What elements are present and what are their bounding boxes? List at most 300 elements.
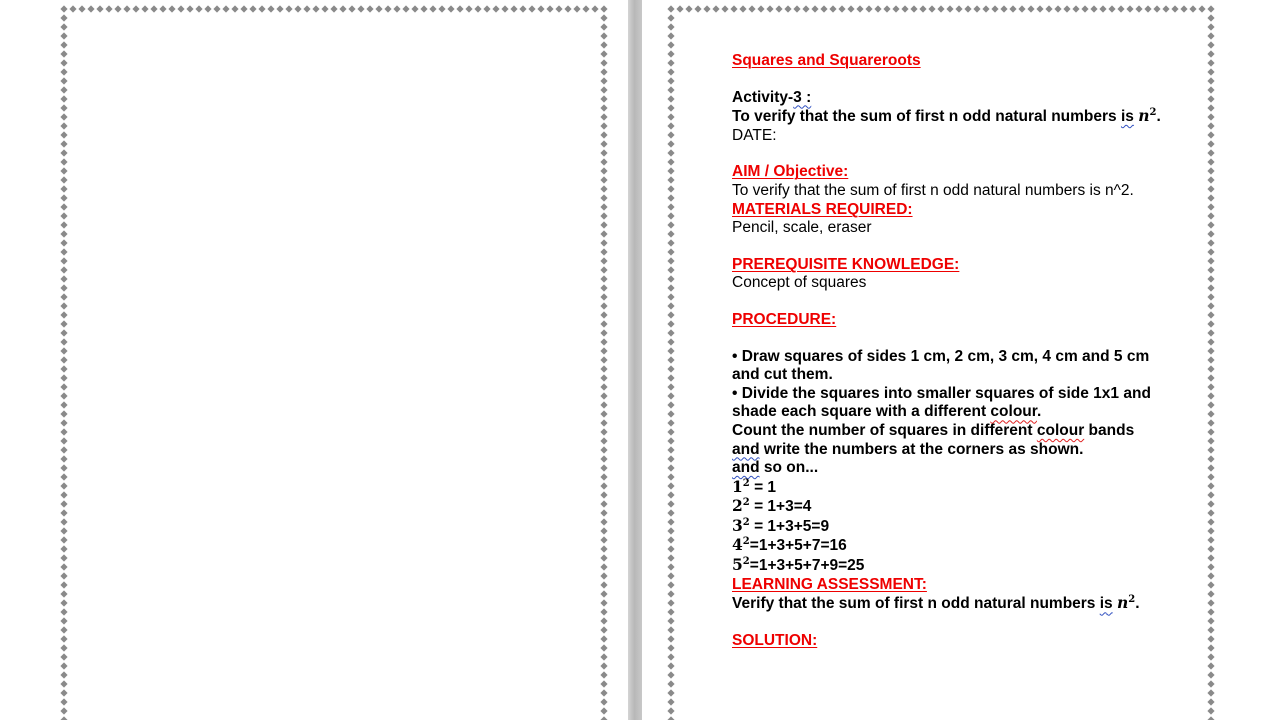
border-diamond bbox=[1063, 5, 1070, 12]
border-diamond bbox=[1207, 122, 1214, 129]
border-diamond bbox=[667, 482, 674, 489]
border-diamond bbox=[348, 5, 355, 12]
border-diamond bbox=[1144, 5, 1151, 12]
border-diamond bbox=[874, 5, 881, 12]
border-diamond bbox=[60, 149, 67, 156]
border-diamond bbox=[600, 266, 607, 273]
border-diamond bbox=[667, 500, 674, 507]
border-diamond bbox=[1207, 320, 1214, 327]
border-diamond bbox=[60, 302, 67, 309]
border-diamond bbox=[919, 5, 926, 12]
border-diamond bbox=[321, 5, 328, 12]
border-diamond bbox=[712, 5, 719, 12]
border-diamond bbox=[60, 653, 67, 660]
border-diamond bbox=[1207, 185, 1214, 192]
border-diamond bbox=[928, 5, 935, 12]
border-diamond bbox=[1207, 419, 1214, 426]
border-diamond bbox=[667, 419, 674, 426]
border-diamond bbox=[339, 5, 346, 12]
border-diamond bbox=[1207, 230, 1214, 237]
border-diamond bbox=[600, 545, 607, 552]
border-diamond bbox=[667, 518, 674, 525]
border-diamond bbox=[60, 140, 67, 147]
border-diamond bbox=[1207, 437, 1214, 444]
border-diamond bbox=[991, 5, 998, 12]
border-diamond bbox=[60, 671, 67, 678]
border-diamond bbox=[60, 455, 67, 462]
border-diamond bbox=[667, 563, 674, 570]
border-diamond bbox=[600, 194, 607, 201]
border-diamond bbox=[1207, 653, 1214, 660]
border-diamond bbox=[60, 266, 67, 273]
border-diamond bbox=[667, 527, 674, 534]
border-diamond bbox=[829, 5, 836, 12]
border-diamond bbox=[600, 401, 607, 408]
border-diamond bbox=[60, 68, 67, 75]
border-diamond bbox=[492, 5, 499, 12]
border-diamond bbox=[60, 329, 67, 336]
border-diamond bbox=[249, 5, 256, 12]
border-diamond bbox=[60, 167, 67, 174]
border-diamond bbox=[667, 617, 674, 624]
border-diamond bbox=[667, 68, 674, 75]
border-diamond bbox=[60, 104, 67, 111]
border-diamond bbox=[600, 149, 607, 156]
border-diamond bbox=[60, 392, 67, 399]
border-diamond bbox=[60, 680, 67, 687]
border-diamond bbox=[60, 284, 67, 291]
border-diamond bbox=[60, 374, 67, 381]
border-diamond bbox=[1207, 662, 1214, 669]
border-diamond bbox=[600, 518, 607, 525]
border-diamond bbox=[312, 5, 319, 12]
border-diamond bbox=[483, 5, 490, 12]
border-diamond bbox=[757, 5, 764, 12]
border-diamond bbox=[1207, 527, 1214, 534]
border-diamond bbox=[1207, 194, 1214, 201]
border-diamond bbox=[60, 698, 67, 705]
border-diamond bbox=[1198, 5, 1205, 12]
border-diamond bbox=[1054, 5, 1061, 12]
border-diamond bbox=[1207, 77, 1214, 84]
border-diamond bbox=[600, 455, 607, 462]
border-diamond bbox=[667, 41, 674, 48]
border-diamond bbox=[600, 464, 607, 471]
border-diamond bbox=[1207, 41, 1214, 48]
border-diamond bbox=[883, 5, 890, 12]
border-diamond bbox=[667, 221, 674, 228]
border-diamond bbox=[667, 176, 674, 183]
border-diamond bbox=[60, 554, 67, 561]
border-diamond bbox=[600, 104, 607, 111]
border-diamond bbox=[258, 5, 265, 12]
border-diamond bbox=[1207, 149, 1214, 156]
border-diamond bbox=[204, 5, 211, 12]
border-diamond bbox=[1207, 275, 1214, 282]
border-diamond bbox=[231, 5, 238, 12]
procedure-so-on: and so on... bbox=[732, 459, 819, 477]
border-diamond bbox=[600, 275, 607, 282]
border-diamond bbox=[195, 5, 202, 12]
border-diamond bbox=[600, 257, 607, 264]
border-diamond bbox=[667, 365, 674, 372]
border-diamond bbox=[1189, 5, 1196, 12]
border-diamond bbox=[600, 590, 607, 597]
border-diamond bbox=[600, 662, 607, 669]
border-diamond bbox=[600, 626, 607, 633]
border-diamond bbox=[573, 5, 580, 12]
border-diamond bbox=[1207, 347, 1214, 354]
border-diamond bbox=[1090, 5, 1097, 12]
border-diamond bbox=[213, 5, 220, 12]
border-diamond bbox=[667, 401, 674, 408]
border-diamond bbox=[60, 617, 67, 624]
border-diamond bbox=[694, 5, 701, 12]
border-diamond bbox=[667, 95, 674, 102]
border-diamond bbox=[1207, 608, 1214, 615]
border-diamond bbox=[60, 221, 67, 228]
border-diamond bbox=[600, 365, 607, 372]
aim-heading: AIM / Objective: bbox=[732, 163, 849, 181]
border-diamond bbox=[667, 131, 674, 138]
border-diamond bbox=[667, 581, 674, 588]
border-diamond bbox=[591, 5, 598, 12]
border-diamond bbox=[60, 239, 67, 246]
border-diamond bbox=[600, 284, 607, 291]
border-diamond bbox=[447, 5, 454, 12]
border-diamond bbox=[667, 302, 674, 309]
border-diamond bbox=[1207, 131, 1214, 138]
border-diamond bbox=[60, 95, 67, 102]
border-diamond bbox=[667, 707, 674, 714]
border-diamond bbox=[1207, 491, 1214, 498]
border-diamond bbox=[820, 5, 827, 12]
border-diamond bbox=[600, 509, 607, 516]
border-diamond bbox=[1207, 338, 1214, 345]
border-diamond bbox=[87, 5, 94, 12]
border-diamond bbox=[1207, 59, 1214, 66]
border-diamond bbox=[1207, 626, 1214, 633]
border-diamond bbox=[60, 383, 67, 390]
border-diamond bbox=[1207, 590, 1214, 597]
border-diamond bbox=[667, 680, 674, 687]
aim-text: To verify that the sum of first n odd natural numbers is n^2. bbox=[732, 181, 1134, 199]
border-diamond bbox=[667, 122, 674, 129]
border-diamond bbox=[600, 635, 607, 642]
border-diamond bbox=[1207, 671, 1214, 678]
border-diamond bbox=[667, 320, 674, 327]
border-diamond bbox=[60, 599, 67, 606]
procedure-heading: PROCEDURE: bbox=[732, 310, 837, 328]
border-diamond bbox=[676, 5, 683, 12]
procedure-count-line-2: and write the numbers at the corners as shown. bbox=[732, 440, 1084, 458]
border-diamond bbox=[600, 374, 607, 381]
border-diamond bbox=[600, 653, 607, 660]
border-diamond bbox=[667, 5, 674, 12]
border-diamond bbox=[1180, 5, 1187, 12]
border-diamond bbox=[600, 230, 607, 237]
border-diamond bbox=[600, 419, 607, 426]
border-diamond bbox=[667, 257, 674, 264]
border-diamond bbox=[1207, 500, 1214, 507]
border-diamond bbox=[276, 5, 283, 12]
border-diamond bbox=[667, 437, 674, 444]
border-diamond bbox=[1153, 5, 1160, 12]
border-diamond bbox=[982, 5, 989, 12]
border-diamond bbox=[546, 5, 553, 12]
border-diamond bbox=[600, 446, 607, 453]
border-diamond bbox=[1207, 482, 1214, 489]
border-diamond bbox=[1207, 284, 1214, 291]
border-diamond bbox=[60, 347, 67, 354]
border-diamond bbox=[667, 347, 674, 354]
solution-heading: SOLUTION: bbox=[732, 631, 818, 649]
materials-text: Pencil, scale, eraser bbox=[732, 219, 872, 237]
border-diamond bbox=[667, 248, 674, 255]
border-diamond bbox=[667, 410, 674, 417]
border-diamond bbox=[1207, 698, 1214, 705]
prerequisite-text: Concept of squares bbox=[732, 274, 867, 292]
border-diamond bbox=[600, 167, 607, 174]
border-diamond bbox=[667, 689, 674, 696]
equation-row: $1^2 = 1$ bbox=[732, 476, 777, 496]
border-diamond bbox=[600, 482, 607, 489]
border-diamond bbox=[60, 77, 67, 84]
border-diamond bbox=[600, 212, 607, 219]
border-diamond bbox=[1207, 581, 1214, 588]
border-diamond bbox=[1207, 68, 1214, 75]
border-diamond bbox=[811, 5, 818, 12]
border-diamond bbox=[667, 455, 674, 462]
border-diamond bbox=[1207, 518, 1214, 525]
border-diamond bbox=[667, 671, 674, 678]
border-diamond bbox=[600, 554, 607, 561]
border-diamond bbox=[582, 5, 589, 12]
border-diamond bbox=[60, 14, 67, 21]
left-page-diamond-border bbox=[58, 0, 610, 720]
border-diamond bbox=[667, 338, 674, 345]
border-diamond bbox=[357, 5, 364, 12]
border-diamond bbox=[600, 86, 607, 93]
border-diamond bbox=[910, 5, 917, 12]
border-diamond bbox=[1207, 689, 1214, 696]
border-diamond bbox=[1027, 5, 1034, 12]
border-diamond bbox=[1207, 644, 1214, 651]
border-diamond bbox=[60, 590, 67, 597]
assessment-heading: LEARNING ASSESSMENT: bbox=[732, 575, 927, 593]
border-diamond bbox=[667, 284, 674, 291]
border-diamond bbox=[667, 626, 674, 633]
border-diamond bbox=[600, 410, 607, 417]
border-diamond bbox=[1207, 464, 1214, 471]
border-diamond bbox=[667, 158, 674, 165]
border-diamond bbox=[1207, 383, 1214, 390]
border-diamond bbox=[667, 716, 674, 720]
border-diamond bbox=[420, 5, 427, 12]
border-diamond bbox=[1207, 572, 1214, 579]
border-diamond bbox=[60, 527, 67, 534]
border-diamond bbox=[667, 329, 674, 336]
border-diamond bbox=[730, 5, 737, 12]
border-diamond bbox=[1207, 617, 1214, 624]
border-diamond bbox=[600, 68, 607, 75]
equation-row: $3^2 = 1+3+5=9$ bbox=[732, 515, 830, 535]
border-diamond bbox=[1207, 635, 1214, 642]
border-diamond bbox=[1207, 158, 1214, 165]
activity-statement: To verify that the sum of first n odd natural numbers is $n^2$. bbox=[732, 106, 1161, 126]
border-diamond bbox=[60, 158, 67, 165]
border-diamond bbox=[60, 203, 67, 210]
border-diamond bbox=[748, 5, 755, 12]
border-diamond bbox=[600, 680, 607, 687]
border-diamond bbox=[667, 446, 674, 453]
border-diamond bbox=[600, 383, 607, 390]
border-diamond bbox=[600, 95, 607, 102]
border-diamond bbox=[600, 293, 607, 300]
border-diamond bbox=[1207, 599, 1214, 606]
document-body[interactable] bbox=[732, 52, 1192, 650]
border-diamond bbox=[366, 5, 373, 12]
border-diamond bbox=[865, 5, 872, 12]
border-diamond bbox=[1207, 329, 1214, 336]
border-diamond bbox=[60, 131, 67, 138]
border-diamond bbox=[667, 32, 674, 39]
border-diamond bbox=[667, 653, 674, 660]
border-diamond bbox=[667, 311, 674, 318]
border-diamond bbox=[1207, 554, 1214, 561]
border-diamond bbox=[519, 5, 526, 12]
border-diamond bbox=[1207, 113, 1214, 120]
border-diamond bbox=[285, 5, 292, 12]
border-diamond bbox=[150, 5, 157, 12]
border-diamond bbox=[159, 5, 166, 12]
border-diamond bbox=[600, 185, 607, 192]
border-diamond bbox=[600, 32, 607, 39]
activity-label: Activity-3 : bbox=[732, 88, 812, 106]
border-diamond bbox=[600, 392, 607, 399]
border-diamond bbox=[60, 176, 67, 183]
border-diamond bbox=[955, 5, 962, 12]
border-diamond bbox=[784, 5, 791, 12]
border-diamond bbox=[739, 5, 746, 12]
border-diamond bbox=[964, 5, 971, 12]
border-diamond bbox=[60, 518, 67, 525]
border-diamond bbox=[330, 5, 337, 12]
border-diamond bbox=[600, 608, 607, 615]
border-diamond bbox=[600, 689, 607, 696]
border-diamond bbox=[667, 50, 674, 57]
border-diamond bbox=[1207, 707, 1214, 714]
equation-row: $4^2=1+3+5+7=16$ bbox=[732, 535, 847, 555]
border-diamond bbox=[1162, 5, 1169, 12]
border-diamond bbox=[600, 203, 607, 210]
border-diamond bbox=[667, 266, 674, 273]
border-diamond bbox=[721, 5, 728, 12]
border-diamond bbox=[1207, 446, 1214, 453]
border-diamond bbox=[600, 500, 607, 507]
border-diamond bbox=[667, 473, 674, 480]
border-diamond bbox=[667, 59, 674, 66]
border-diamond bbox=[600, 356, 607, 363]
border-diamond bbox=[667, 194, 674, 201]
border-diamond bbox=[766, 5, 773, 12]
border-diamond bbox=[177, 5, 184, 12]
border-diamond bbox=[60, 428, 67, 435]
border-diamond bbox=[600, 599, 607, 606]
procedure-step-2-line-1: • Divide the squares into smaller squares of side 1x1 and bbox=[732, 384, 1151, 402]
border-diamond bbox=[667, 392, 674, 399]
border-diamond bbox=[60, 365, 67, 372]
border-diamond bbox=[60, 50, 67, 57]
procedure-step-2-line-2: shade each square with a different colour. bbox=[732, 403, 1042, 421]
border-diamond bbox=[474, 5, 481, 12]
border-diamond bbox=[60, 716, 67, 720]
prerequisite-heading: PREREQUISITE KNOWLEDGE: bbox=[732, 255, 960, 273]
border-diamond bbox=[465, 5, 472, 12]
border-diamond bbox=[667, 14, 674, 21]
border-diamond bbox=[1207, 248, 1214, 255]
border-diamond bbox=[600, 536, 607, 543]
border-diamond bbox=[60, 248, 67, 255]
border-diamond bbox=[1207, 428, 1214, 435]
border-diamond bbox=[901, 5, 908, 12]
border-diamond bbox=[60, 608, 67, 615]
border-diamond bbox=[973, 5, 980, 12]
border-diamond bbox=[1072, 5, 1079, 12]
border-diamond bbox=[793, 5, 800, 12]
border-diamond bbox=[1207, 104, 1214, 111]
border-diamond bbox=[1207, 716, 1214, 720]
border-diamond bbox=[141, 5, 148, 12]
equation-row: $5^2=1+3+5+7+9=25$ bbox=[732, 555, 865, 575]
border-diamond bbox=[600, 176, 607, 183]
border-diamond bbox=[600, 698, 607, 705]
border-diamond bbox=[60, 41, 67, 48]
border-diamond bbox=[1135, 5, 1142, 12]
border-diamond bbox=[60, 509, 67, 516]
border-diamond bbox=[240, 5, 247, 12]
assessment-text: Verify that the sum of first n odd natural numbers is $n^2$. bbox=[732, 593, 1140, 613]
materials-heading: MATERIALS REQUIRED: bbox=[732, 200, 913, 218]
border-diamond bbox=[600, 113, 607, 120]
border-diamond bbox=[667, 140, 674, 147]
border-diamond bbox=[775, 5, 782, 12]
border-diamond bbox=[667, 113, 674, 120]
border-diamond bbox=[1171, 5, 1178, 12]
border-diamond bbox=[1207, 356, 1214, 363]
border-diamond bbox=[1207, 293, 1214, 300]
border-diamond bbox=[667, 635, 674, 642]
border-diamond bbox=[60, 230, 67, 237]
border-diamond bbox=[685, 5, 692, 12]
border-diamond bbox=[510, 5, 517, 12]
page-gutter-divider bbox=[628, 0, 642, 720]
border-diamond bbox=[667, 608, 674, 615]
border-diamond bbox=[856, 5, 863, 12]
border-diamond bbox=[600, 77, 607, 84]
border-diamond bbox=[1207, 302, 1214, 309]
border-diamond bbox=[1207, 311, 1214, 318]
border-diamond bbox=[564, 5, 571, 12]
border-diamond bbox=[60, 185, 67, 192]
border-diamond bbox=[1207, 266, 1214, 273]
border-diamond bbox=[600, 437, 607, 444]
border-diamond bbox=[600, 347, 607, 354]
border-diamond bbox=[600, 239, 607, 246]
border-diamond bbox=[892, 5, 899, 12]
border-diamond bbox=[1045, 5, 1052, 12]
border-diamond bbox=[1207, 392, 1214, 399]
